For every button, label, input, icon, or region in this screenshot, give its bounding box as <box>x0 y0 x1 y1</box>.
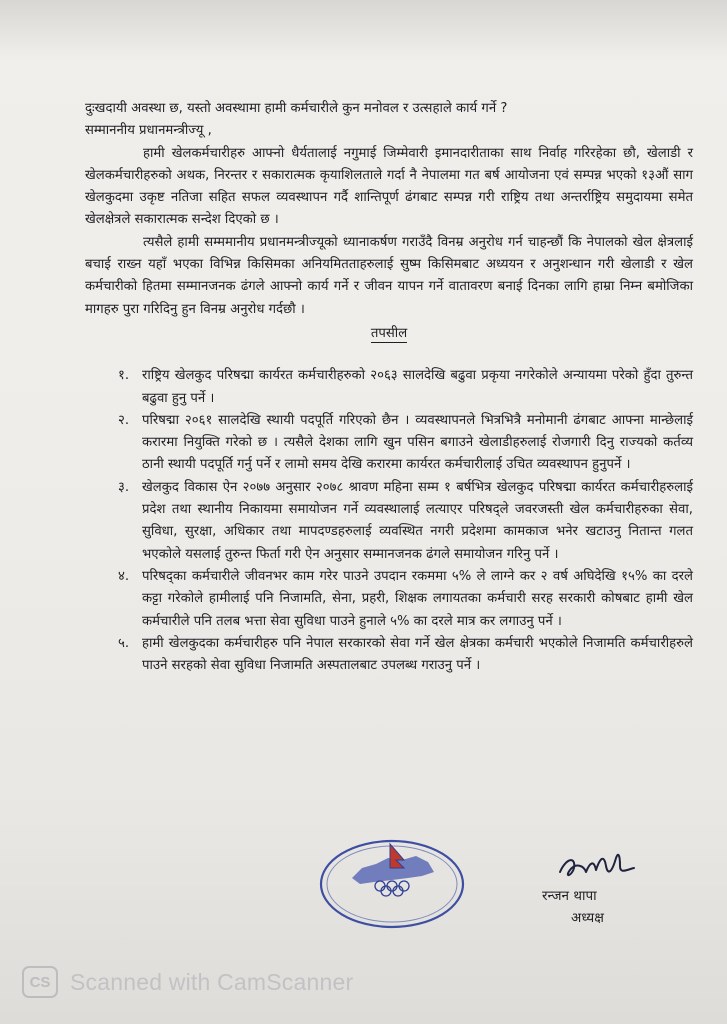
demand-item <box>85 410 693 477</box>
organization-stamp <box>318 838 466 930</box>
demand-number: ३. <box>118 479 130 495</box>
camscanner-watermark <box>22 966 353 998</box>
signer-name: रन्जन थापा <box>542 888 597 904</box>
demand-number: १. <box>118 368 130 384</box>
signer-title: अध्यक्ष <box>571 910 604 926</box>
paragraph-1: हामी खेलकर्मचारीहरु आफ्नो धैर्यतालाई नगुमाई जिम्मेवारी इमानदारीताका साथ निर्वाह गरिरहेका छौ, खेलाडी र खेलकर्मचारीहरुको अथक, निरन्तर र सकारात्मक कृयाशिलताले गर्दा नै नेपालमा गत बर्ष आयोजना एवं सम्पन्न भएको १३औं साग खेलकुदमा उकृष्ट नतिजा सहित सफल व्यवस्थापन गर्दै शान्तिपूर्ण ढंगबाट सम्पन्न गरी राष्ट्रिय तथा अन्तर्राष्ट्रिय समुदायमा समेत खेलक्षेत्रले सकारात्मक सन्देश दिएको छ । <box>85 145 693 228</box>
demand-number: २. <box>118 412 130 428</box>
signature <box>556 848 636 882</box>
demand-item <box>85 477 693 566</box>
camscanner-logo-icon: CS <box>22 966 58 998</box>
demands-list <box>85 365 693 677</box>
demand-text: परिषद्का कर्मचारीले जीवनभर काम गरेर पाउने उपदान रकममा ५% ले लाग्ने कर २ वर्ष अघिदेखि १५% का दरले कट्टा गरेकोले हामीलाई पनि निजामति, सेना, प्रहरी, शिक्षक लगायतका कर्मचारी सरह सरकारी कोषबाट हामी खेल कर्मचारीले पनि तलब भत्ता सेवा सुविधा पाउने हुनाले ५% का दरले मात्र कर लगाउनु पर्ने । <box>142 568 693 629</box>
demand-number: ४. <box>118 568 130 584</box>
opening-line: दुःखदायी अवस्था छ, यस्तो अवस्थामा हामी कर्मचारीले कुन मनोवल र उत्सहाले कार्य गर्ने ? <box>85 101 508 116</box>
page-shadow <box>0 0 727 60</box>
section-title <box>85 323 693 345</box>
salutation: सम्माननीय प्रधानमन्त्रीज्यू , <box>85 123 212 139</box>
watermark-text: Scanned with CamScanner <box>70 968 354 995</box>
demand-number: ५. <box>118 635 130 651</box>
demand-text: राष्ट्रिय खेलकुद परिषद्मा कार्यरत कर्मचारीहरुको २०६३ सालदेखि बढुवा प्रकृया नगरेकोले अन्यायमा परेको हुँदा तुरुन्त बढुवा हुनु पर्ने । <box>142 368 693 406</box>
demand-item <box>85 365 693 410</box>
section-title-text: तपसील <box>370 325 408 341</box>
demand-item <box>85 566 693 633</box>
demand-text: खेलकुद विकास ऐन २०७७ अनुसार २०७८ श्रावण महिना सम्म १ बर्षभित्र खेलकुद परिषद्मा कार्यरत कर्मचारीहरुलाई प्रदेश तथा स्थानीय निकायमा समायोजन गर्ने व्यवस्थालाई लत्याएर परिषद्ले जवरजस्ती खेल कर्मचारीहरुका सेवा, सुविधा, सुरक्षा, अधिकार तथा मापदण्डहरुलाई व्यवस्थित नगरी प्रदेशमा कामकाज भनेर खटाउनु नितान्त गलत भएकोले यसलाई तुरुन्त फिर्ता गरी ऐन अनुसार सम्मानजनक ढंगले समायोजन गरिनु पर्ने । <box>142 479 693 562</box>
rings-icon <box>375 881 409 896</box>
letter-body <box>85 98 693 677</box>
demand-text: परिषद्मा २०६१ सालदेखि स्थायी पदपूर्ति गरिएको छैन । व्यवस्थापनले भित्रभित्रै मनोमानी ढंगबाट आफ्ना मान्छेलाई करारमा नियुक्ति गरेको छ । त्यसैले देशका लागि खुन पसिन बगाउने खेलाडीहरुलाई रोजगारी दिनु राज्यको कर्तव्य ठानी स्थायी पदपूर्ति गर्नु पर्ने र लामो समय देखि करारमा कार्यरत कर्मचारीलाई उचित व्यवस्थापन हुनुपर्ने । <box>142 412 693 473</box>
paragraph-2: त्यसैले हामी सम्ममानीय प्रधानमन्त्रीज्यूको ध्यानाकर्षण गराउँदै विनम्र अनुरोध गर्न चाहन्छौं कि नेपालको खेल क्षेत्रलाई बचाई राख्न यहाँ भएका विभिन्न किसिमका अनियमितताहरुलाई सुष्म किसिमबाट अध्ययन र अनुशन्धान गरी खेलाडी र खेल कर्मचारीको हितमा सम्मानजनक ढंगले आफ्नो कार्य गर्ने र जीवन यापन गर्ने वातावरण बनाई दिनका लागि हाम्रा निम्न बमोजिका मागहरु पुरा गरिदिनु हुन विनम्र अनुरोध गर्दछौ । <box>85 234 693 317</box>
demand-item <box>85 633 693 678</box>
demand-text: हामी खेलकुदका कर्मचारीहरु पनि नेपाल सरकारको सेवा गर्ने खेल क्षेत्रका कर्मचारी भएकोले निजामति कर्मचारीहरुले पाउने सरहको सेवा सुविधा निजामति अस्पतालबाट उपलब्ध गराउनु पर्ने । <box>142 635 693 674</box>
